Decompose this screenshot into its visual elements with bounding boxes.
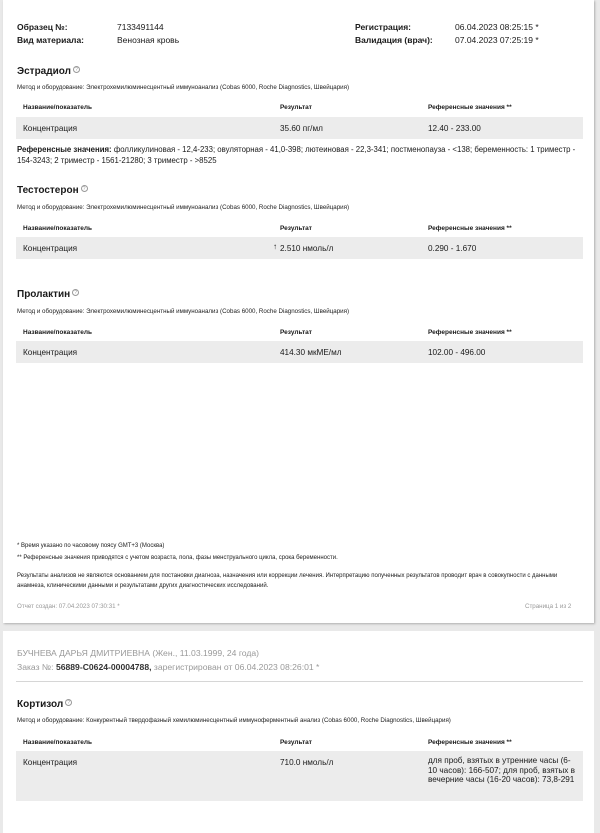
row-result: 414.30 мкМЕ/мл (280, 348, 342, 357)
testosterone-method: Метод и оборудование: Электрохемилюминесцентный иммуноанализ (Cobas 6000, Roche Diagnostics, Швейцария) (17, 204, 350, 211)
order-info: Заказ №: 56889-C0624-00004788, зарегистрирован от 06.04.2023 08:26:01 * (17, 662, 320, 672)
sample-value: 7133491144 (117, 22, 164, 32)
estradiol-method: Метод и оборудование: Электрохемилюминесцентный иммуноанализ (Cobas 6000, Roche Diagnostics, Швейцария) (17, 84, 350, 91)
disclaimer: Результаты анализов не являются основанием для постановки диагноза, назначения или коррекции лечения. Интерпретацию полученных результатов проводит врач в совокупности с данными анамнеза, клиническими данными и результатами других диагностических исследований. (17, 573, 558, 589)
reference-note: Референсные значения: фолликулиновая - 12,4-233; овуляторная - 41,0-398; лютеиновая - 22,3-341; постменопауза - <138; беременность: 1 триместр - 154-3243; 2 триместр - 1561-21280; 3 триместр - >8525 (17, 145, 576, 165)
estradiol-row (16, 117, 583, 139)
row-name: Концентрация (23, 124, 78, 133)
cortisol-col-result: Результат (280, 739, 312, 746)
prolactin-row (16, 341, 583, 363)
testosterone-col-ref: Референсные значения ** (428, 225, 512, 232)
testosterone-col-name: Название/показатель (23, 225, 93, 232)
prolactin-col-result: Результат (280, 329, 312, 336)
page-number: Страница 1 из 2 (525, 603, 572, 610)
prolactin-title: Пролактин ? (17, 289, 79, 300)
footnote-reference: ** Референсные значения приводятся с учетом возраста, пола, фазы менструального цикла, срока беременности. (17, 555, 338, 561)
registration-value: 06.04.2023 08:25:15 * (455, 22, 539, 32)
row-ref: 0.290 - 1.670 (428, 244, 477, 253)
help-icon[interactable]: ? (73, 66, 80, 73)
cortisol-method: Метод и оборудование: Конкурентный твердофазный хемилюминесцентный иммуноферментный анализ (Cobas 6000, Roche Diagnostics, Швейцария) (17, 717, 451, 724)
material-label: Вид материала: (17, 35, 85, 45)
divider (16, 681, 583, 682)
cortisol-title: Кортизол ? (17, 699, 72, 710)
prolactin-col-name: Название/показатель (23, 329, 93, 336)
row-ref: для проб, взятых в утренние часы (6-10 часов): 166-507; для проб, взятых в вечерние часы (16-20 часов): 73,8-291 (428, 756, 576, 785)
report-page-1 (3, 0, 594, 623)
testosterone-row (16, 237, 583, 259)
help-icon[interactable]: ? (65, 699, 72, 706)
estradiol-title: Эстрадиол ? (17, 66, 80, 77)
help-icon[interactable]: ? (81, 185, 88, 192)
patient-info: БУЧНЕВА ДАРЬЯ ДМИТРИЕВНА (Жен., 11.03.1999, 24 года) (17, 648, 260, 658)
estradiol-col-name: Название/показатель (23, 104, 93, 111)
prolactin-col-ref: Референсные значения ** (428, 329, 512, 336)
row-ref: 102.00 - 496.00 (428, 348, 486, 357)
row-name: Концентрация (23, 244, 78, 253)
arrow-up-icon: ↑ (273, 242, 277, 251)
testosterone-title: Тестостерон ? (17, 185, 88, 196)
material-value: Венозная кровь (117, 35, 180, 45)
validation-label: Валидация (врач): (355, 35, 433, 45)
footnote-timezone: * Время указано по часовому поясу GMT+3 (Москва) (17, 543, 165, 549)
row-result: 710.0 нмоль/л (280, 758, 334, 767)
estradiol-col-ref: Референсные значения ** (428, 104, 512, 111)
row-name: Концентрация (23, 348, 78, 357)
prolactin-method: Метод и оборудование: Электрохемилюминесцентный иммуноанализ (Cobas 6000, Roche Diagnostics, Швейцария) (17, 308, 350, 315)
cortisol-row (16, 751, 583, 801)
cortisol-col-ref: Референсные значения ** (428, 739, 512, 746)
row-ref: 12.40 - 233.00 (428, 124, 481, 133)
row-name: Концентрация (23, 758, 78, 767)
registration-label: Регистрация: (355, 22, 412, 32)
report-page-2 (3, 631, 594, 833)
row-result: 35.60 пг/мл (280, 124, 323, 133)
estradiol-col-result: Результат (280, 104, 312, 111)
validation-value: 07.04.2023 07:25:19 * (455, 35, 539, 45)
help-icon[interactable]: ? (72, 289, 79, 296)
testosterone-col-result: Результат (280, 225, 312, 232)
row-result: 2.510 нмоль/л (280, 244, 334, 253)
cortisol-col-name: Название/показатель (23, 739, 93, 746)
report-created: Отчет создан: 07.04.2023 07:30:31 * (17, 603, 120, 610)
sample-label: Образец №: (17, 22, 68, 32)
